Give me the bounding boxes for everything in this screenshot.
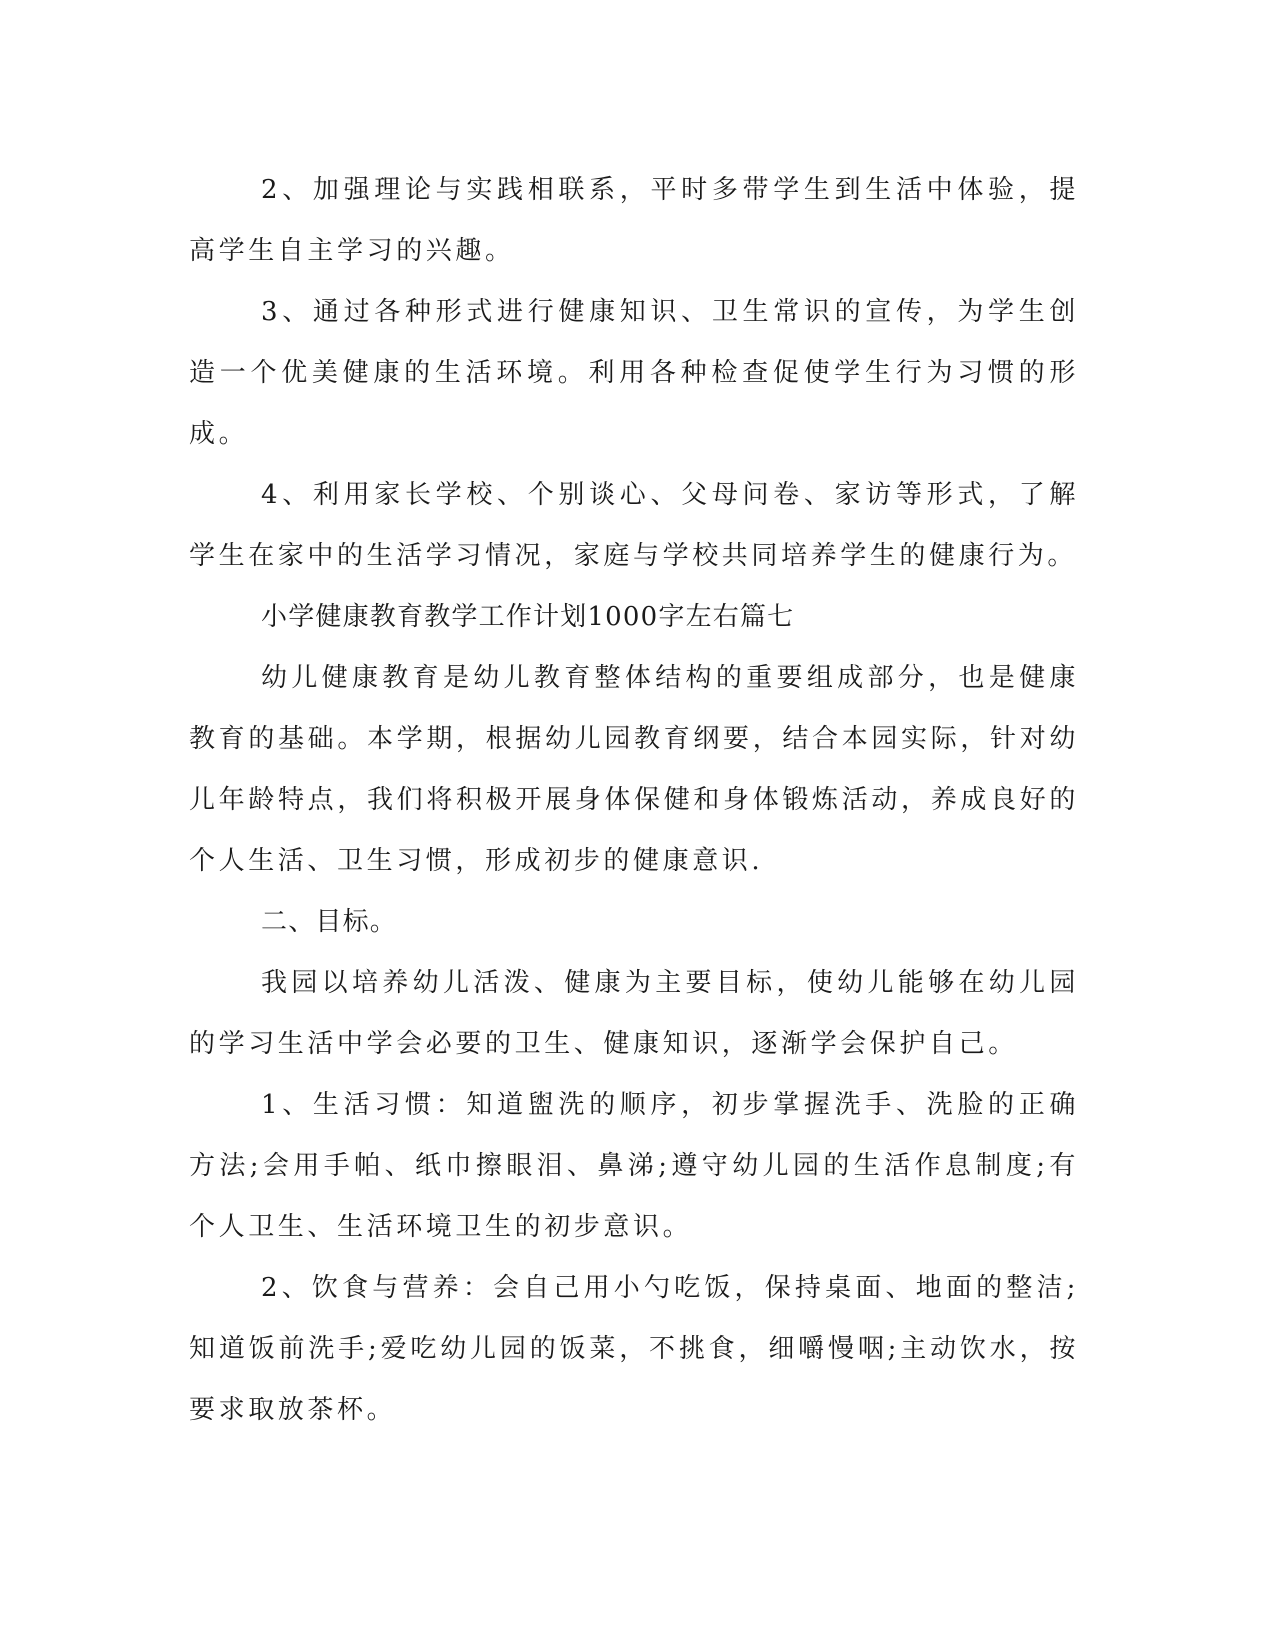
- document-body: [189, 160, 1079, 1441]
- goal-item-nutrition: 2、饮食与营养：会自己用小勺吃饭，保持桌面、地面的整洁;知道饭前洗手;爱吃幼儿园的饭菜，不挑食，细嚼慢咽;主动饮水，按要求取放茶杯。: [189, 1273, 1079, 1425]
- intro-paragraph: 幼儿健康教育是幼儿教育整体结构的重要组成部分，也是健康教育的基础。本学期，根据幼儿园教育纲要，结合本园实际，针对幼儿年龄特点，我们将积极开展身体保健和身体锻炼活动，养成良好的个人生活、卫生习惯，形成初步的健康意识.: [189, 663, 1079, 876]
- paragraph-item-2: 2、加强理论与实践相联系，平时多带学生到生活中体验，提高学生自主学习的兴趣。: [189, 175, 1079, 266]
- paragraph-item-3: 3、通过各种形式进行健康知识、卫生常识的宣传，为学生创造一个优美健康的生活环境。利用各种检查促使学生行为习惯的形成。: [189, 297, 1079, 449]
- goals-paragraph: 我园以培养幼儿活泼、健康为主要目标，使幼儿能够在幼儿园的学习生活中学会必要的卫生、健康知识，逐渐学会保护自己。: [189, 968, 1079, 1059]
- goals-heading: 二、目标。: [261, 907, 398, 937]
- goal-item-habits: 1、生活习惯：知道盥洗的顺序，初步掌握洗手、洗脸的正确方法;会用手帕、纸巾擦眼泪、鼻涕;遵守幼儿园的生活作息制度;有个人卫生、生活环境卫生的初步意识。: [189, 1090, 1079, 1242]
- paragraph-item-4: 4、利用家长学校、个别谈心、父母问卷、家访等形式，了解学生在家中的生活学习情况，家庭与学校共同培养学生的健康行为。: [189, 480, 1079, 571]
- section-title: 小学健康教育教学工作计划1000字左右篇七: [261, 602, 795, 632]
